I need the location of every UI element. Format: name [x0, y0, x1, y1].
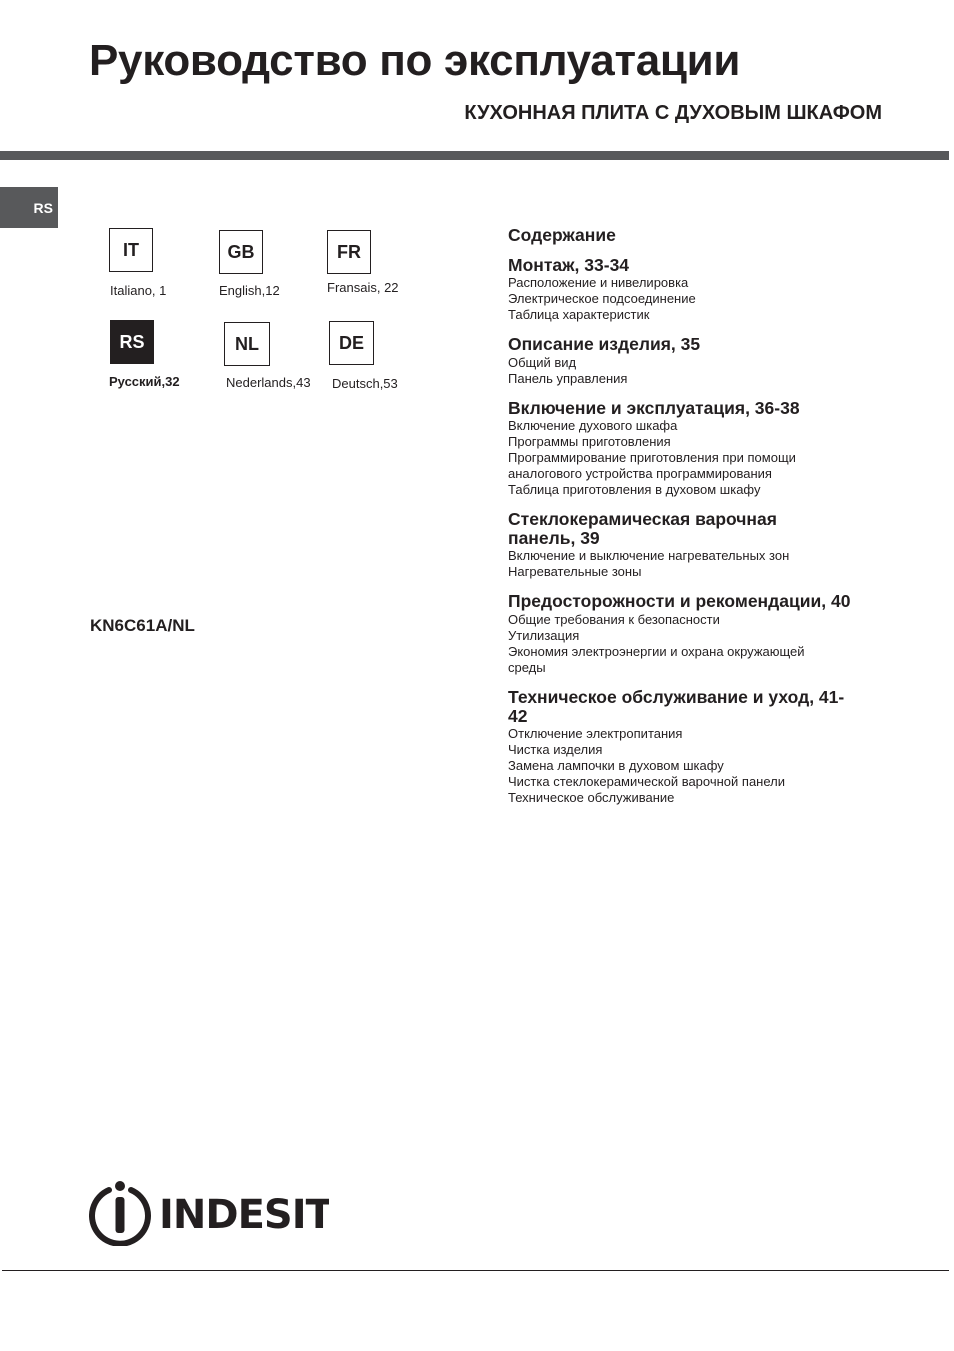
- toc-item[interactable]: Экономия электроэнергии и охрана окружающей: [508, 643, 805, 659]
- page-subtitle: КУХОННАЯ ПЛИТА С ДУХОВЫМ ШКАФОМ: [464, 102, 882, 124]
- page-title: Руководство по эксплуатации: [89, 36, 741, 85]
- header-divider-bar: [0, 151, 949, 160]
- language-caption-it[interactable]: Italiano, 1: [110, 283, 167, 298]
- language-tab-rs[interactable]: RS: [0, 187, 58, 228]
- toc-item[interactable]: Расположение и нивелировка: [508, 275, 689, 291]
- language-caption-de[interactable]: Deutsch,53: [332, 376, 398, 391]
- language-box-nl[interactable]: NL: [224, 322, 270, 366]
- toc-section-title[interactable]: Монтаж, 33-34: [508, 255, 630, 276]
- language-caption-gb[interactable]: English,12: [219, 283, 280, 298]
- toc-item[interactable]: Программы приготовления: [508, 433, 671, 449]
- language-caption-nl[interactable]: Nederlands,43: [226, 375, 311, 390]
- toc-section-hob: [508, 510, 888, 581]
- toc-item[interactable]: Чистка стеклокерамической варочной панели: [508, 774, 786, 790]
- toc-section-title[interactable]: Стеклокерамическая варочная панель, 39: [508, 508, 777, 549]
- toc-item[interactable]: Таблица характеристик: [508, 307, 650, 323]
- toc-section-title[interactable]: Предосторожности и рекомендации, 40: [508, 591, 851, 612]
- toc-item[interactable]: Нагревательные зоны: [508, 564, 642, 580]
- toc-section-precautions: [508, 592, 888, 675]
- language-caption-rs[interactable]: Русский,32: [109, 374, 180, 389]
- toc-item[interactable]: Программирование приготовления при помощи: [508, 449, 796, 465]
- toc-section-installation: [508, 256, 888, 323]
- toc-item[interactable]: Включение духового шкафа: [508, 417, 678, 433]
- toc-item[interactable]: Утилизация: [508, 627, 580, 643]
- toc-section-title[interactable]: Техническое обслуживание и уход, 41-42: [508, 686, 845, 726]
- toc-item[interactable]: Отключение электропитания: [508, 726, 683, 742]
- footer-divider-line: [2, 1270, 949, 1271]
- toc-section-title[interactable]: Описание изделия, 35: [508, 334, 701, 355]
- toc-item[interactable]: Общий вид: [508, 354, 577, 370]
- toc-item[interactable]: Включение и выключение нагревательных зон: [508, 548, 790, 564]
- language-box-de[interactable]: DE: [329, 321, 374, 365]
- toc-heading: Содержание: [508, 225, 616, 245]
- language-box-fr[interactable]: FR: [327, 230, 371, 274]
- language-box-it[interactable]: IT: [109, 228, 153, 272]
- toc-section-startup: [508, 399, 888, 498]
- toc-item[interactable]: Техническое обслуживание: [508, 790, 675, 806]
- toc-section-description: [508, 335, 888, 386]
- toc-item[interactable]: Замена лампочки в духовом шкафу: [508, 758, 724, 774]
- toc-item[interactable]: аналогового устройства программирования: [508, 465, 772, 481]
- toc-item[interactable]: Общие требования к безопасности: [508, 611, 720, 627]
- toc-item[interactable]: Таблица приготовления в духовом шкафу: [508, 481, 761, 497]
- toc-section-maintenance: [508, 688, 888, 807]
- table-of-contents: [508, 225, 888, 818]
- toc-item[interactable]: среды: [508, 659, 546, 675]
- indesit-logo-icon: [89, 1176, 329, 1246]
- model-number: KN6C61A/NL: [90, 616, 195, 635]
- toc-item[interactable]: Электрическое подсоединение: [508, 291, 696, 307]
- language-box-rs[interactable]: RS: [110, 320, 154, 364]
- svg-text:INDESIT: INDESIT: [159, 1192, 329, 1238]
- toc-section-title[interactable]: Включение и эксплуатация, 36-38: [508, 397, 800, 418]
- language-box-gb[interactable]: GB: [219, 230, 263, 274]
- toc-item[interactable]: Панель управления: [508, 370, 628, 386]
- toc-item[interactable]: Чистка изделия: [508, 742, 603, 758]
- language-caption-fr[interactable]: Fransais, 22: [327, 280, 399, 295]
